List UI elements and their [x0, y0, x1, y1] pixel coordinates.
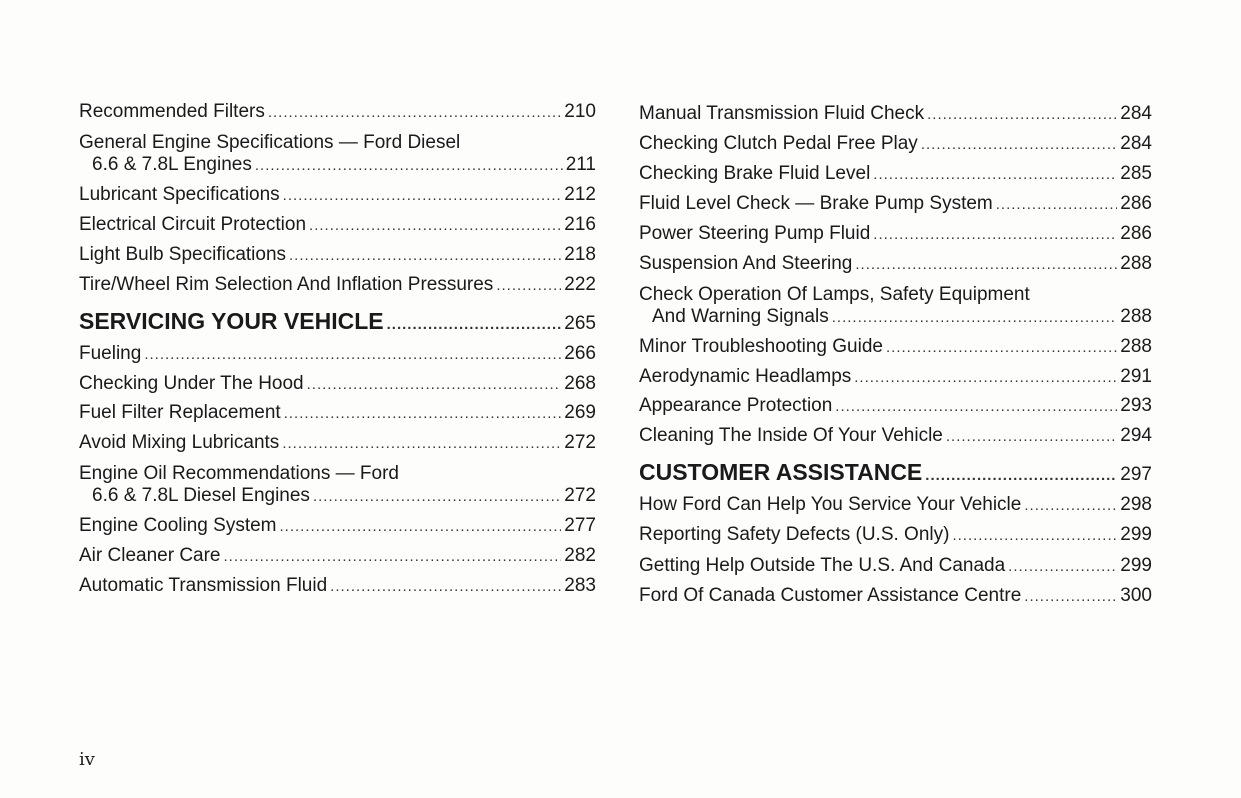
leader-dots [280, 516, 562, 538]
toc-entry[interactable] [79, 101, 596, 124]
toc-entry-page: 216 [564, 214, 596, 235]
toc-entry[interactable] [639, 253, 1152, 276]
leader-dots [330, 576, 561, 598]
toc-entry[interactable] [79, 575, 596, 598]
leader-dots [832, 307, 1118, 329]
leader-dots [387, 312, 562, 338]
toc-entry-page: 282 [564, 545, 596, 566]
leader-dots [268, 102, 561, 124]
toc-entry-title: Avoid Mixing Lubricants [79, 432, 280, 453]
toc-entry-title: Tire/Wheel Rim Selection And Inflation Pressures [79, 274, 494, 295]
leader-dots [309, 215, 561, 237]
toc-section-heading[interactable] [639, 459, 1152, 489]
toc-entry-title: Air Cleaner Care [79, 545, 221, 566]
toc-entry-page: 269 [564, 402, 596, 423]
toc-entry-page: 272 [564, 432, 596, 453]
toc-entry-page: 299 [1120, 524, 1152, 545]
toc-entry[interactable] [79, 184, 596, 207]
toc-entry-page: 222 [564, 274, 596, 295]
toc-entry-title: How Ford Can Help You Service Your Vehicle [639, 494, 1022, 515]
toc-entry[interactable] [639, 223, 1152, 246]
leader-dots [873, 164, 1117, 186]
toc-entry[interactable] [639, 585, 1152, 608]
toc-entry-title: Aerodynamic Headlamps [639, 366, 852, 387]
toc-entry-page: 285 [1120, 163, 1152, 184]
toc-section-heading[interactable] [79, 308, 596, 338]
toc-entry[interactable] [79, 515, 596, 538]
toc-entry[interactable] [79, 214, 596, 237]
leader-dots [886, 337, 1117, 359]
leader-dots [854, 367, 1117, 389]
leader-dots [927, 104, 1117, 126]
leader-dots [921, 134, 1117, 156]
toc-section-title: CUSTOMER ASSISTANCE [639, 459, 923, 485]
toc-entry-page: 212 [564, 184, 596, 205]
toc-entry-page: 288 [1120, 306, 1152, 327]
toc-entry-title: Reporting Safety Defects (U.S. Only) [639, 524, 950, 545]
toc-entry-page: 218 [564, 244, 596, 265]
leader-dots [313, 486, 561, 508]
toc-entry-page: 265 [564, 313, 596, 334]
toc-entry-title: Fluid Level Check — Brake Pump System [639, 193, 993, 214]
toc-entry-page: 268 [564, 373, 596, 394]
toc-entry-page: 293 [1120, 395, 1152, 416]
toc-entry[interactable] [639, 133, 1152, 156]
leader-dots [283, 185, 562, 207]
toc-entry-page: 294 [1120, 425, 1152, 446]
toc-entry[interactable] [79, 432, 596, 455]
toc-entry[interactable] [639, 494, 1152, 517]
toc-entry-title: Cleaning The Inside Of Your Vehicle [639, 425, 943, 446]
toc-entry-page: 286 [1120, 193, 1152, 214]
toc-entry-page: 266 [564, 343, 596, 364]
toc-entry-title-line1: Check Operation Of Lamps, Safety Equipment [639, 284, 1030, 305]
toc-entry-title: Checking Clutch Pedal Free Play [639, 133, 918, 154]
leader-dots [289, 245, 561, 267]
toc-entry-page: 286 [1120, 223, 1152, 244]
toc-entry[interactable] [79, 373, 596, 396]
toc-entry[interactable] [639, 163, 1152, 186]
leader-dots [855, 254, 1117, 276]
leader-dots [1024, 586, 1117, 608]
leader-dots [307, 374, 562, 396]
leader-dots [255, 155, 563, 177]
toc-entry[interactable] [639, 555, 1152, 578]
toc-entry-page: 284 [1120, 133, 1152, 154]
toc-entry-title: Fuel Filter Replacement [79, 402, 281, 423]
toc-entry[interactable] [79, 343, 596, 366]
toc-entry-title: Appearance Protection [639, 395, 833, 416]
toc-entry-title: Lubricant Specifications [79, 184, 280, 205]
page-number: iv [79, 749, 95, 770]
leader-dots [144, 344, 561, 366]
toc-entry-page: 297 [1120, 464, 1152, 485]
toc-entry-title-line1: General Engine Specifications — Ford Diesel [79, 132, 461, 153]
toc-entry[interactable] [79, 545, 596, 568]
leader-dots [873, 224, 1117, 246]
toc-entry-page: 277 [564, 515, 596, 536]
leader-dots [224, 546, 562, 568]
toc-entry-page: 284 [1120, 103, 1152, 124]
toc-entry-title: 6.6 & 7.8L Diesel Engines [92, 485, 310, 506]
toc-entry-page: 291 [1120, 366, 1152, 387]
leader-dots [835, 396, 1117, 418]
leader-dots [496, 275, 561, 297]
toc-entry-title: 6.6 & 7.8L Engines [92, 154, 252, 175]
toc-entry-page: 300 [1120, 585, 1152, 606]
toc-entry[interactable] [79, 402, 596, 425]
toc-entry-title: Checking Brake Fluid Level [639, 163, 871, 184]
toc-entry-page: 211 [565, 154, 596, 175]
toc-entry-title: And Warning Signals [652, 306, 829, 327]
toc-entry[interactable] [79, 274, 596, 297]
toc-entry-title: Light Bulb Specifications [79, 244, 287, 265]
toc-entry-title: Recommended Filters [79, 101, 265, 122]
leader-dots [996, 194, 1118, 216]
toc-entry-page: 283 [564, 575, 596, 596]
leader-dots [952, 525, 1117, 547]
toc-entry-title-line1: Engine Oil Recommendations — Ford [79, 463, 399, 484]
toc-entry-page: 299 [1120, 555, 1152, 576]
toc-entry-page: 288 [1120, 253, 1152, 274]
toc-entry[interactable] [79, 244, 596, 267]
toc-entry-title: Power Steering Pump Fluid [639, 223, 871, 244]
toc-entry[interactable] [79, 463, 596, 508]
toc-entry[interactable] [639, 193, 1152, 216]
leader-dots [946, 426, 1117, 448]
toc-entry[interactable] [639, 284, 1152, 329]
leader-dots [282, 433, 561, 455]
toc-entry[interactable] [79, 132, 596, 177]
toc-entry[interactable] [639, 366, 1152, 389]
toc-entry-page: 210 [564, 101, 596, 122]
toc-entry-title: Manual Transmission Fluid Check [639, 103, 925, 124]
toc-entry[interactable] [639, 336, 1152, 359]
toc-entry-page: 272 [564, 485, 596, 506]
leader-dots [1024, 495, 1117, 517]
toc-entry-title: Automatic Transmission Fluid [79, 575, 328, 596]
leader-dots [1008, 556, 1117, 578]
toc-entry[interactable] [639, 395, 1152, 418]
toc-entry-title: Checking Under The Hood [79, 373, 304, 394]
toc-entry-title: Engine Cooling System [79, 515, 277, 536]
toc-entry-title: Suspension And Steering [639, 253, 853, 274]
toc-entry-title: Ford Of Canada Customer Assistance Centre [639, 585, 1022, 606]
toc-entry-title: Electrical Circuit Protection [79, 214, 307, 235]
toc-entry[interactable] [639, 524, 1152, 547]
toc-section-title: SERVICING YOUR VEHICLE [79, 308, 384, 334]
toc-entry[interactable] [639, 425, 1152, 448]
leader-dots [925, 463, 1117, 489]
leader-dots [284, 403, 562, 425]
toc-entry-title: Getting Help Outside The U.S. And Canada [639, 555, 1006, 576]
toc-entry-title: Fueling [79, 343, 142, 364]
toc-entry[interactable] [639, 103, 1152, 126]
toc-entry-page: 298 [1120, 494, 1152, 515]
toc-entry-page: 288 [1120, 336, 1152, 357]
toc-entry-title: Minor Troubleshooting Guide [639, 336, 883, 357]
